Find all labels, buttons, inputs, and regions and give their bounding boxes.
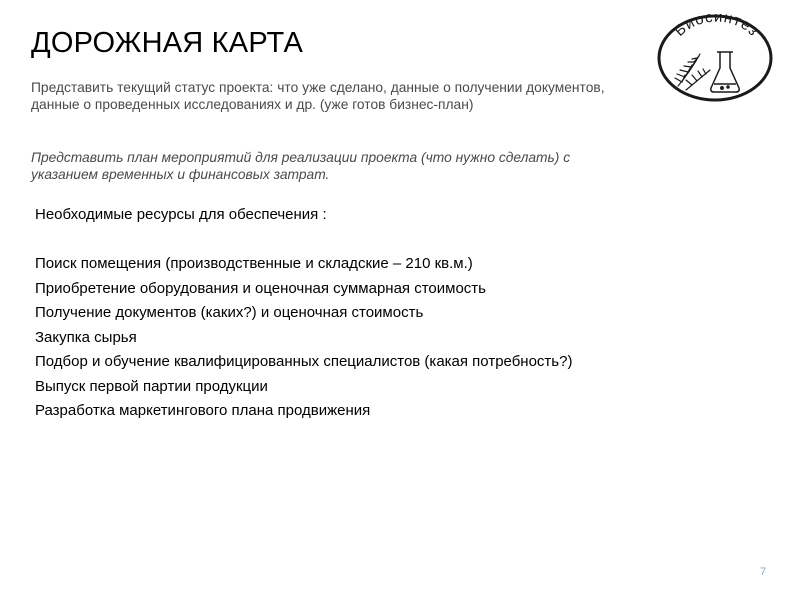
project-status-paragraph: Представить текущий статус проекта: что уже сделано, данные о получении документов, данные о проведенных исследованиях и др. (уже готов бизнес-план)	[31, 80, 605, 112]
resource-item-documents: Получение документов (каких?) и оценочная стоимость	[35, 304, 424, 321]
resource-item-equipment: Приобретение оборудования и оценочная суммарная стоимость	[35, 279, 486, 297]
slide-title: ДОРОЖНАЯ КАРТА	[31, 27, 304, 59]
page-number: 7	[760, 566, 767, 578]
resources-heading: Необходимые ресурсы для обеспечения :	[35, 206, 327, 223]
resource-item-staff: Подбор и обучение квалифицированных специалистов (какая потребность?)	[35, 353, 573, 370]
biosintez-logo	[656, 14, 774, 102]
resource-item-first-batch: Выпуск первой партии продукции	[35, 377, 268, 395]
logo-text: Биосинтез	[671, 14, 763, 40]
resource-item-marketing: Разработка маркетингового плана продвижения	[35, 402, 371, 419]
action-plan-paragraph: Представить план мероприятий для реализации проекта (что нужно сделать) с указанием временных и финансовых затрат.	[31, 150, 571, 182]
resource-item-raw-materials: Закупка сырья	[35, 328, 137, 346]
resource-item-premises: Поиск помещения (производственные и складские – 210 кв.м.)	[35, 255, 473, 272]
resources-list	[35, 255, 572, 427]
flask-with-pine-branch-icon	[656, 14, 774, 102]
